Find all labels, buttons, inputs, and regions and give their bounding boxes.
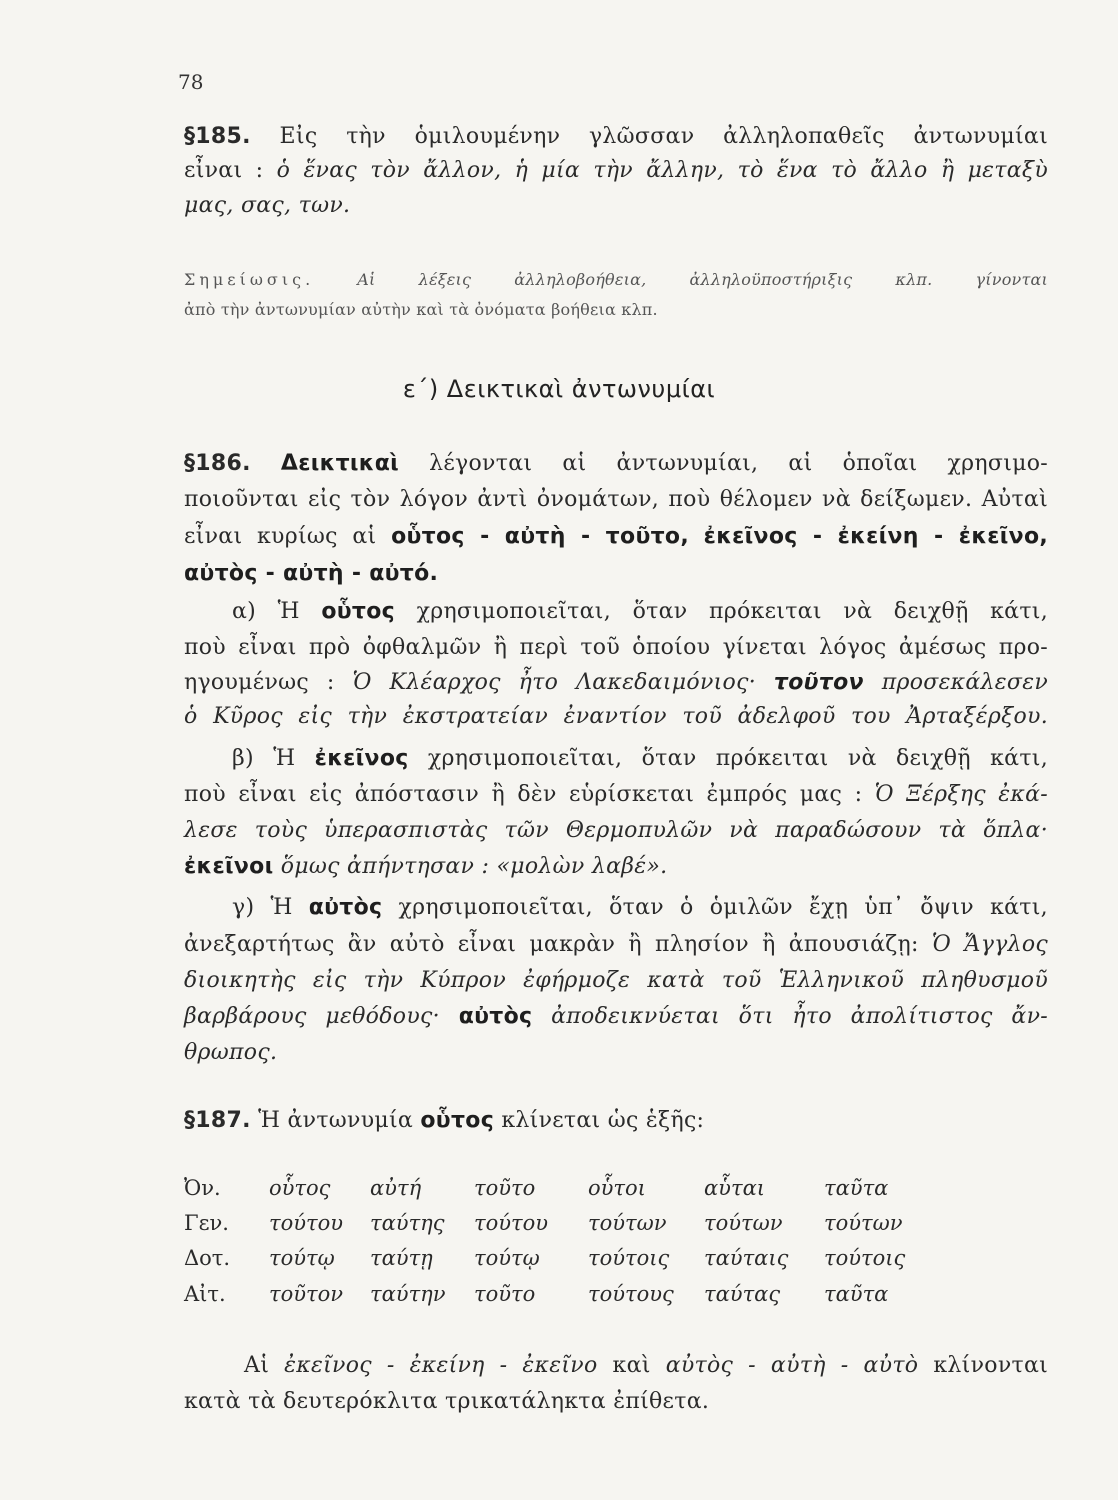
alpha-line-4: ὁ Κῦρος εἰς τὴν ἐκστρατείαν ἐναντίον τοῦ ἀδελφοῦ του Ἀρταξέρξου. (184, 704, 1048, 729)
note-line-2: ἀπὸ τὴν ἀντωνυμίαν αὐτὴν καὶ τὰ ὀνόματα βοήθεια κλπ. (184, 300, 658, 319)
declension-row-nominative: Ὀν. οὗτος αὐτή τοῦτο οὗτοι αὗται ταῦτα (184, 1176, 889, 1200)
section-number: §186. (184, 451, 251, 476)
p186-line-3: εἶναι κυρίως αἱ οὗτος - αὐτὴ - τοῦτο, ἐκεῖνος - ἐκείνη - ἐκεῖνο, (184, 524, 1049, 549)
alpha-line-3: ηγουμένως : Ὁ Κλέαρχος ἦτο Λακεδαιμόνιος· τοῦτον προσεκάλεσεν (184, 670, 1049, 695)
p186-line-1: §186. Δεικτικαὶ λέγονται αἱ ἀντωνυμίαι, αἱ ὁποῖαι χρησιμο- (184, 451, 1049, 476)
final-line-1: Αἱ ἐκεῖνος - ἐκείνη - ἐκεῖνο καὶ αὐτὸς - αὐτὴ - αὐτὸ κλίνονται (244, 1353, 1049, 1378)
gamma-line-3: διοικητὴς εἰς τὴν Κύπρον ἐφήρμοζε κατὰ τοῦ Ἑλληνικοῦ πληθυσμοῦ (184, 968, 1048, 993)
p186-line-4: αὐτὸς - αὐτὴ - αὐτό. (184, 561, 439, 586)
declension-row-accusative: Αἰτ. τοῦτον ταύτην τοῦτο τούτους ταύτας ταῦτα (184, 1282, 889, 1306)
page-number: 78 (178, 70, 204, 94)
section-number: §187. (184, 1108, 251, 1133)
declension-row-genitive: Γεν. τούτου ταύτης τούτου τούτων τούτων τούτων (184, 1211, 903, 1235)
note-line-1: Σημείωσις. Αἱ λέξεις ἀλληλοβοήθεια, ἀλληλοϋποστήριξις κλπ. γίνονται (184, 270, 1048, 289)
p185-line-2: εἶναι : ὁ ἕνας τὸν ἄλλον, ἡ μία τὴν ἄλλην, τὸ ἕνα τὸ ἄλλο ἢ μεταξὺ (184, 158, 1048, 183)
p185-line-3: μας, σας, των. (184, 193, 351, 218)
p185-line-1: §185. Εἰς τὴν ὁμιλουμένην γλῶσσαν ἀλληλοπαθεῖς ἀντωνυμίαι (184, 124, 1049, 149)
final-line-2: κατὰ τὰ δευτερόκλιτα τρικατάληκτα ἐπίθετα. (184, 1389, 710, 1414)
alpha-line-1: α) Ἡ οὗτος χρησιμοποιεῖται, ὅταν πρόκειται νὰ δειχθῇ κάτι, (232, 599, 1049, 624)
gamma-line-1: γ) Ἡ αὐτὸς χρησιμοποιεῖται, ὅταν ὁ ὁμιλῶν ἔχῃ ὑπ᾿ ὄψιν κάτι, (232, 895, 1048, 920)
p187-line-1: §187. Ἡ ἀντωνυμία οὗτος κλίνεται ὡς ἑξῆς: (184, 1108, 705, 1133)
beta-line-2: ποὺ εἶναι εἰς ἀπόστασιν ἢ δὲν εὑρίσκεται ἐμπρός μας : Ὁ Ξέρξης ἐκά- (184, 782, 1049, 807)
gamma-line-2: ἀνεξαρτήτως ἂν αὐτὸ εἶναι μακρὰν ἢ πλησίον ἢ ἀπουσιάζῃ: Ὁ Ἄγγλος (184, 932, 1048, 957)
section-heading: ε΄) Δεικτικαὶ ἀντωνυμίαι (402, 375, 716, 403)
beta-line-1: β) Ἡ ἐκεῖνος χρησιμοποιεῖται, ὅταν πρόκειται νὰ δειχθῇ κάτι, (232, 746, 1049, 771)
alpha-line-2: ποὺ εἶναι πρὸ ὀφθαλμῶν ἢ περὶ τοῦ ὁποίου γίνεται λόγος ἀμέσως προ- (184, 635, 1048, 660)
declension-row-dative: Δοτ. τούτῳ ταύτῃ τούτῳ τούτοις ταύταις τούτοις (184, 1246, 906, 1270)
gamma-line-4: βαρβάρους μεθόδους· αὐτὸς ἀποδεικνύεται ὅτι ἦτο ἀπολίτιστος ἄν- (184, 1004, 1048, 1029)
gamma-line-5: θρωπος. (184, 1040, 278, 1065)
p186-line-2: ποιοῦνται εἰς τὸν λόγον ἀντὶ ὀνομάτων, ποὺ θέλομεν νὰ δείξωμεν. Αὐταὶ (184, 487, 1048, 512)
note-label: Σημείωσις. (184, 270, 315, 289)
beta-line-3: λεσε τοὺς ὑπερασπιστὰς τῶν Θερμοπυλῶν νὰ παραδώσουν τὰ ὅπλα· (184, 818, 1048, 843)
section-number: §185. (184, 124, 251, 149)
beta-line-4: ἐκεῖνοι ὅμως ἀπήντησαν : «μολὼν λαβέ». (184, 854, 668, 879)
